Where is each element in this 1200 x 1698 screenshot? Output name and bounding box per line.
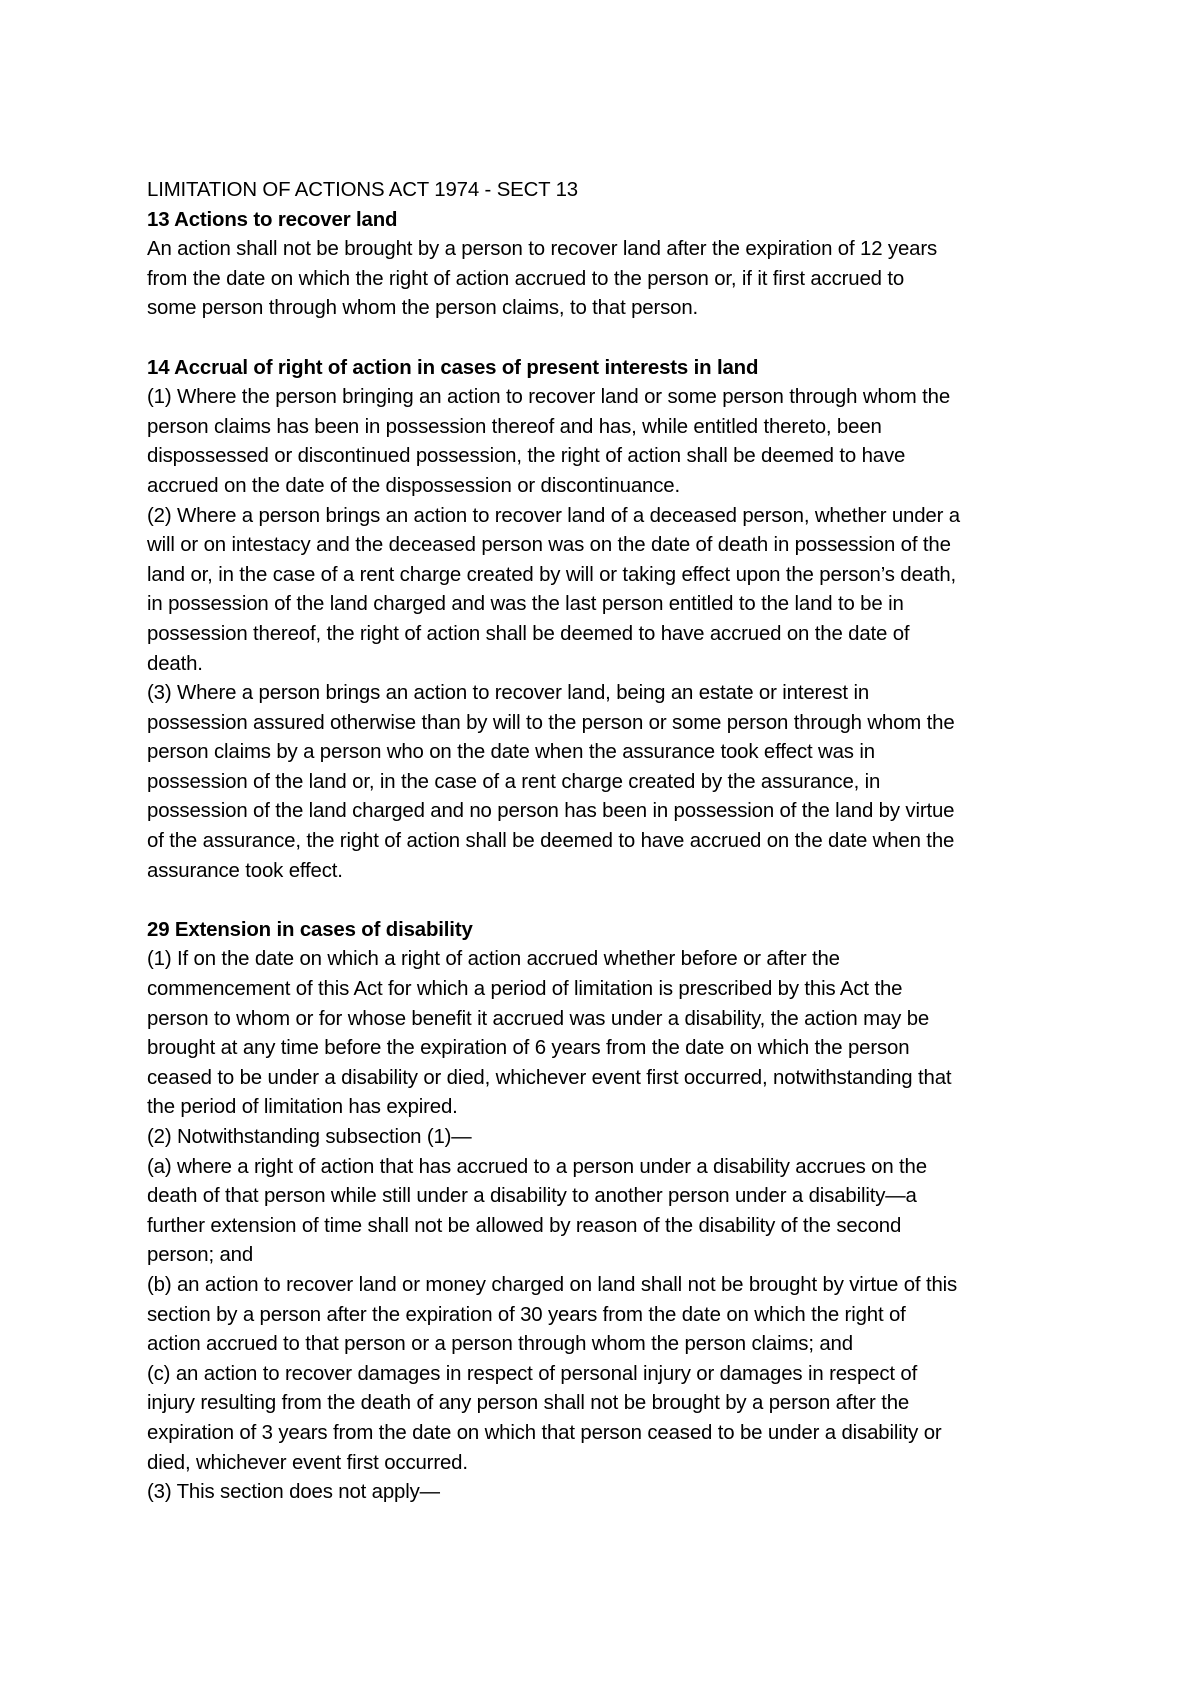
section-29 bbox=[147, 916, 1067, 1508]
section-heading: 29 Extension in cases of disability bbox=[147, 918, 473, 941]
section-line: from the date on which the right of action accrued to the person or, if it first accrued to bbox=[147, 267, 905, 290]
section-line: action accrued to that person or a person through whom the person claims; and bbox=[147, 1333, 853, 1356]
section-line: (3) This section does not apply— bbox=[147, 1481, 440, 1504]
section-line: some person through whom the person claims, to that person. bbox=[147, 297, 699, 320]
section-line: death of that person while still under a disability to another person under a disability—a bbox=[147, 1185, 917, 1208]
document-title: LIMITATION OF ACTIONS ACT 1974 - SECT 13 bbox=[147, 179, 579, 201]
section-14 bbox=[147, 354, 1067, 887]
section-line: further extension of time shall not be allowed by reason of the disability of the second bbox=[147, 1214, 902, 1237]
section-line: (a) where a right of action that has accrued to a person under a disability accrues on the bbox=[147, 1155, 927, 1178]
section-line: (1) If on the date on which a right of action accrued whether before or after the bbox=[147, 948, 840, 971]
section-line: injury resulting from the death of any person shall not be brought by a person after the bbox=[147, 1392, 910, 1415]
section-line: person; and bbox=[147, 1244, 254, 1267]
paragraph-gap bbox=[147, 886, 1067, 916]
section-heading: 14 Accrual of right of action in cases of present interests in land bbox=[147, 356, 759, 379]
section-line: possession thereof, the right of action shall be deemed to have accrued on the date of bbox=[147, 622, 910, 645]
section-line: brought at any time before the expiration of 6 years from the date on which the person bbox=[147, 1037, 910, 1060]
document-page bbox=[147, 176, 1067, 1508]
section-line: expiration of 3 years from the date on which that person ceased to be under a disability or bbox=[147, 1421, 942, 1444]
section-line: of the assurance, the right of action shall be deemed to have accrued on the date when the bbox=[147, 830, 955, 853]
section-line: person claims has been in possession thereof and has, while entitled thereto, been bbox=[147, 415, 882, 438]
section-line: ceased to be under a disability or died, whichever event first occurred, notwithstanding that bbox=[147, 1066, 952, 1089]
section-line: possession of the land or, in the case of a rent charge created by the assurance, in bbox=[147, 770, 881, 793]
section-line: (c) an action to recover damages in respect of personal injury or damages in respect of bbox=[147, 1362, 918, 1385]
section-line: assurance took effect. bbox=[147, 859, 343, 882]
section-line: (2) Notwithstanding subsection (1)— bbox=[147, 1126, 472, 1148]
section-heading: 13 Actions to recover land bbox=[147, 208, 398, 231]
section-line: possession assured otherwise than by will to the person or some person through whom the bbox=[147, 711, 955, 734]
section-line: the period of limitation has expired. bbox=[147, 1096, 458, 1119]
section-line: land or, in the case of a rent charge created by will or taking effect upon the person’s death, bbox=[147, 563, 957, 586]
section-13 bbox=[147, 206, 1067, 324]
section-line: death. bbox=[147, 652, 203, 675]
section-line: will or on intestacy and the deceased person was on the date of death in possession of the bbox=[147, 534, 951, 557]
section-line: section by a person after the expiration of 30 years from the date on which the right of bbox=[147, 1303, 906, 1326]
section-line: died, whichever event first occurred. bbox=[147, 1451, 468, 1474]
section-line: person to whom or for whose benefit it accrued was under a disability, the action may be bbox=[147, 1007, 930, 1030]
section-line: (1) Where the person bringing an action to recover land or some person through whom the bbox=[147, 386, 951, 409]
section-line: (3) Where a person brings an action to recover land, being an estate or interest in bbox=[147, 682, 870, 705]
section-line: (b) an action to recover land or money charged on land shall not be brought by virtue of this bbox=[147, 1273, 958, 1296]
section-line: possession of the land charged and no person has been in possession of the land by virtue bbox=[147, 800, 955, 823]
section-line: person claims by a person who on the date when the assurance took effect was in bbox=[147, 741, 875, 764]
section-line: An action shall not be brought by a person to recover land after the expiration of 12 years bbox=[147, 238, 938, 261]
paragraph-gap bbox=[147, 324, 1067, 354]
section-line: commencement of this Act for which a period of limitation is prescribed by this Act the bbox=[147, 978, 903, 1001]
section-line: in possession of the land charged and was the last person entitled to the land to be in bbox=[147, 593, 904, 616]
section-line: accrued on the date of the dispossession or discontinuance. bbox=[147, 474, 680, 497]
section-line: dispossessed or discontinued possession, the right of action shall be deemed to have bbox=[147, 445, 906, 468]
section-line: (2) Where a person brings an action to recover land of a deceased person, whether under a bbox=[147, 504, 960, 527]
